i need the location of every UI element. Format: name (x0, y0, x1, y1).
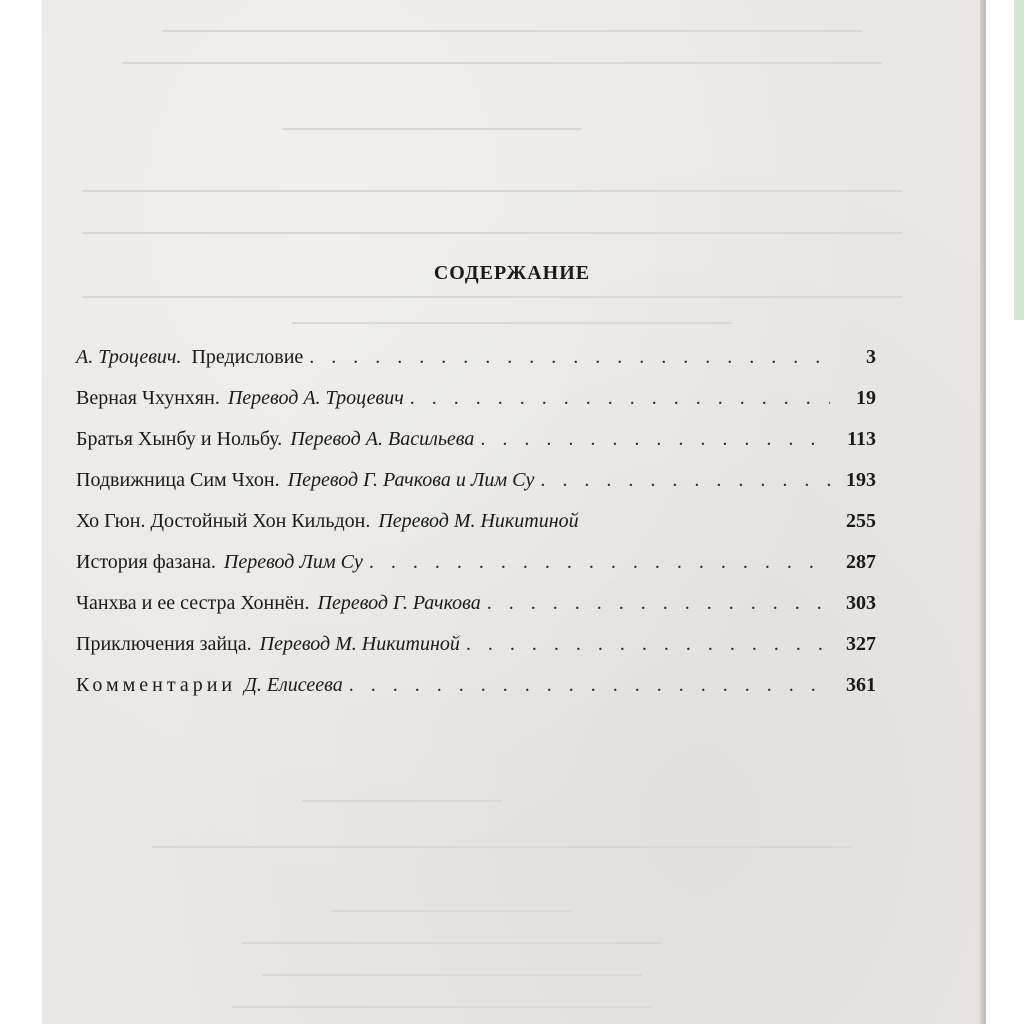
toc-page: 193 (846, 469, 876, 491)
bleed-through-line (302, 800, 502, 802)
dot-leader (487, 592, 830, 615)
toc-entry[interactable] (76, 592, 876, 633)
bleed-through-line (242, 942, 662, 944)
dot-leader (349, 674, 830, 697)
book-page (42, 0, 982, 1024)
toc-entry[interactable] (76, 633, 876, 674)
toc-entry[interactable] (76, 551, 876, 592)
dot-leader (309, 346, 830, 369)
toc-entry[interactable] (76, 387, 876, 428)
bleed-through-line (152, 846, 852, 848)
toc-page: 287 (846, 551, 876, 573)
toc-entry[interactable] (76, 428, 876, 469)
dot-leader (480, 428, 830, 451)
toc-title: Подвижница Сим Чхон. (76, 469, 280, 491)
dot-leader (540, 469, 830, 492)
dot-leader (466, 633, 830, 656)
toc-translator: Перевод Г. Рачкова (317, 592, 481, 614)
bleed-through-line (162, 30, 862, 32)
bleed-through-line (332, 910, 572, 912)
toc-page: 361 (846, 674, 876, 696)
toc-translator: Перевод Лим Су (223, 551, 363, 573)
toc-title: Комментарии (76, 674, 237, 696)
bleed-through-line (122, 62, 882, 64)
toc-translator: Перевод М. Никитиной (378, 510, 579, 532)
toc-page: 113 (847, 428, 876, 450)
background-strip (1014, 0, 1024, 320)
bleed-through-line (292, 322, 732, 324)
toc-entry[interactable] (76, 469, 876, 510)
toc-entry[interactable] (76, 510, 876, 551)
bleed-through-line (282, 128, 582, 130)
toc-entry-comments[interactable] (76, 674, 876, 715)
toc-translator: Перевод А. Троцевич (227, 387, 404, 409)
bleed-through-line (232, 1006, 652, 1008)
bleed-through-line (82, 296, 902, 298)
toc-author: А. Троцевич. (76, 346, 182, 368)
toc-title: История фазана. (76, 551, 216, 573)
toc-title: Верная Чхунхян. (76, 387, 220, 409)
dot-leader (369, 551, 830, 574)
toc-translator: Д. Елисеева (244, 674, 343, 696)
toc-heading: СОДЕРЖАНИЕ (433, 262, 591, 284)
toc-title: Братья Хынбу и Нольбу. (76, 428, 283, 450)
bleed-through-line (82, 190, 902, 192)
toc-entry-preface[interactable] (76, 346, 876, 387)
toc-title: Хо Гюн. Достойный Хон Кильдон. (76, 510, 371, 532)
page-edge (980, 0, 986, 1024)
bleed-through-line (262, 974, 642, 976)
dot-leader (410, 387, 830, 410)
toc-page: 327 (846, 633, 876, 655)
toc-title: Приключения зайца. (76, 633, 252, 655)
toc-page: 303 (846, 592, 876, 614)
toc-page: 255 (846, 510, 876, 532)
toc-list (76, 346, 876, 715)
toc-title: Чанхва и ее сестра Хоннён. (76, 592, 310, 614)
toc-translator: Перевод А. Васильева (290, 428, 475, 450)
toc-page: 3 (866, 346, 876, 368)
toc-title: Предисловие (191, 346, 304, 368)
toc-page: 19 (856, 387, 876, 409)
toc-translator: Перевод Г. Рачкова и Лим Су (287, 469, 535, 491)
toc-translator: Перевод М. Никитиной (259, 633, 460, 655)
bleed-through-line (82, 232, 902, 234)
